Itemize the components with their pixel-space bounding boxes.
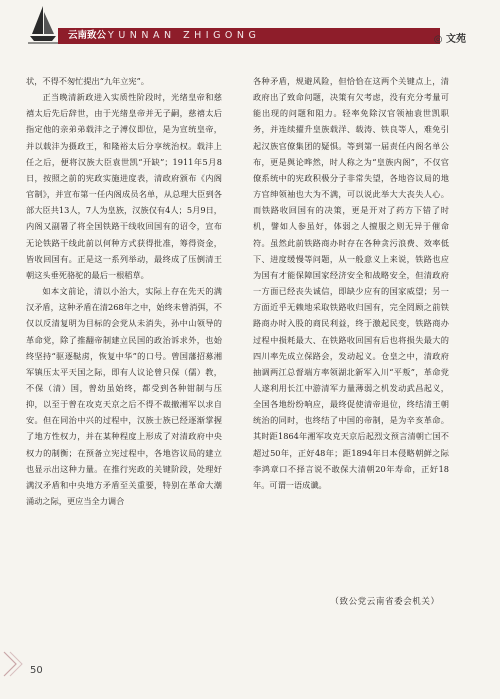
magazine-title — [68, 29, 260, 43]
paragraph: 如本文前论，清以小治大，实际上存在先天的满汉矛盾，这种矛盾在清268年之中，始终未曾消弭，不仅以反清复明为目标的会党从未消失，孙中山领导的革命党，除了推翻帝制建立民国的政治诉求外，也始终坚持“驱逐鞑虏，恢复中华”的口号。曾国藩招募湘军镇压太平天国之际，即有人议论曾只保（儒）教，不保（清）国，曾幼虽始终，都受到各种钳制与压抑，以至于曾在攻克天京之后不得不裁撤湘军以求自安。但在同治中兴的过程中，汉族士族已经逐渐掌握了地方性权力，并在某种程度上形成了对清政府中央权力的制衡；在预备立宪过程中，各地咨议局的建立也显示出这种力量。在推行宪政的关键阶段，处理好满汉矛盾和中央地方矛盾至关重要，特别在革命大潮涌动之际，更应当全力调合 — [26, 286, 222, 507]
magazine-title-en: YUNNAN ZHIGONG — [108, 30, 261, 41]
article-column-right — [253, 73, 449, 493]
magazine-title-cn: 云南致公 — [68, 30, 107, 41]
author-affiliation: （致公党云南省委会机关） — [330, 597, 440, 607]
paragraph: 各种矛盾，规避风险，但恰恰在这两个关键点上，清政府出了致命问题，决策有欠考虑，没有充分考量可能出现的问题和阻力。轻率免除汉官领袖袁世凯职务，并连续擢升皇族载洋、载涛、铁良等人，难免引起汉族官僚集团的疑惧。等到第一届责任内阁名单公布，更是舆论哗然，时人称之为“皇族内阁”，不仅官僚系统中的宪政积极分子非常失望，各地咨议局的地方官绅领袖也大为不满，可以说此举大大丧失人心。而铁路收回国有的决策，更是开对了药方下错了时机，譬如人参虽好，体弱之人擅服之则无异于催命符。虽然此前铁路商办时存在各种贪污浪费、效率低下、进度缓慢等问题，从一般意义上来说，铁路也应为国有才能保障国家经济安全和战略安全，但清政府一方面已经丧失诚信，即缺少应有的国家威望；另一方面近乎无赖地采取铁路收归国有，完全罔顾之前铁路商办时入股的商民利益，终于激起民变，铁路商办过程中损耗最大、在铁路收回国有后也将损失最大的四川率先成立保路会，发动起义。仓皇之中，清政府抽调两江总督端方率领湖北新军入川“平叛”，革命党人遂利用长江中游清军力量薄弱之机发动武昌起义，全国各地纷纷响应，最终促使清帝退位，终结清王朝统治的同时，也终结了中国的帝制，是为辛亥革命。其时距1864年湘军攻克天京后起烈文预言清朝亡国不超过50年，正好48年；距1894年日本侵略朝鲜之际李鸿章口不择言说不敢保大清朝20年寿命，正好18年。可谓一语成谶。 — [253, 76, 449, 490]
article-column-left — [26, 73, 222, 509]
paragraph: 正当晚清新政进入实质性阶段时，光绪皇帝和慈禧太后先后辞世，由于光绪皇帝并无子嗣，慈禧太后指定他的亲弟弟载沣之子溥仪即位，是为宣统皇帝，并以载沣为摄政王，和隆裕太后分享统治权。载沣上任之后，便将汉族大臣袁世凯“开缺”；1911年5月8日，按照之前的宪政实施进度表，清政府颁布《内阁官制》，并宣布第一任内阁成员名单，从总理大臣到各部大臣共13人，7人为皇族，汉族仅有4人；5月9日，内阁又副署了将全国铁路干线收回国有的诏令，宣布无论铁路干线此前以何种方式获得批准，筹得资金，皆收回国有。正是这一系列举动，最终成了压倒清王朝这头垂死骆驼的最后一根稻草。 — [26, 92, 222, 280]
paragraph: 状，不得不匆忙提出“九年立宪”。 — [26, 76, 149, 86]
page-number: 50 — [30, 665, 43, 676]
section-label: ◎ 文苑 — [433, 34, 466, 45]
sailboat-icon — [28, 4, 58, 44]
page-header — [0, 0, 500, 50]
